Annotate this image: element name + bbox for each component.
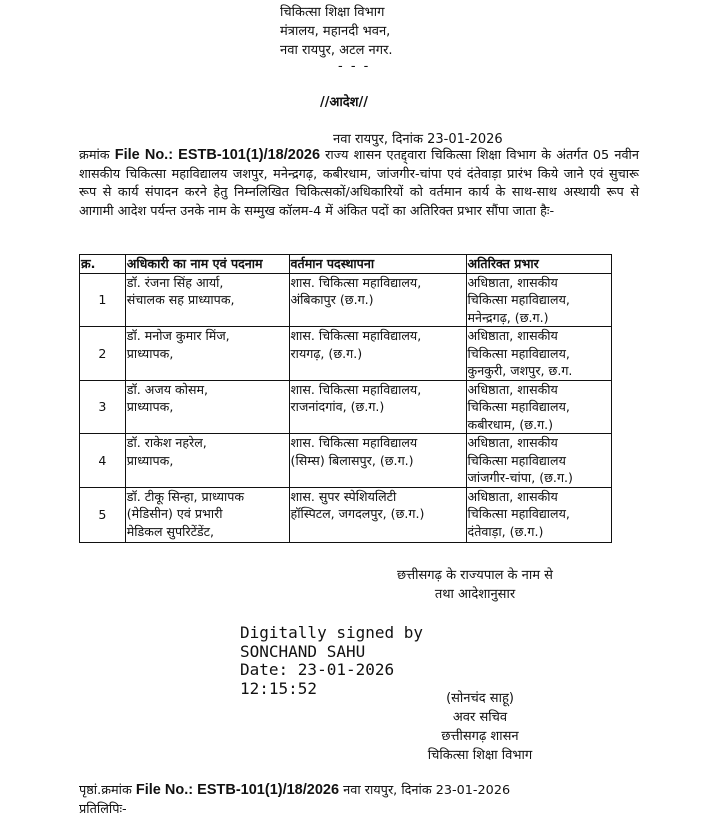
posting-cell-line: राजनांदगांव, (छ.ग.) <box>290 399 385 414</box>
file-number: ESTB-101(1)/18/2026 <box>178 147 321 163</box>
charge-cell-line: कबीरधाम, (छ.ग.) <box>467 416 554 432</box>
col-officer: अधिकारी का नाम एवं पदनाम <box>125 255 289 274</box>
charge-cell-line: अधिष्ठाता, शासकीय <box>467 381 558 397</box>
posting-cell <box>289 380 466 434</box>
officer-name-cell-line: प्राध्यापक, <box>126 452 174 468</box>
governor-line-2: तथा आदेशानुसार <box>434 587 516 602</box>
signature-line-1: Digitally signed by <box>240 623 424 642</box>
charge-cell-line: कुनकुरी, जशपुर, छ.ग. <box>467 363 573 378</box>
charge-cell-line: चिकित्सा महाविद्यालय, <box>467 506 570 521</box>
officer-department: चिकित्सा शिक्षा विभाग <box>427 748 533 763</box>
posting-cell <box>289 327 466 381</box>
row-serial: 2 <box>80 327 126 381</box>
governor-authority <box>380 566 570 604</box>
posting-cell-line: अंबिकापुर (छ.ग.) <box>290 292 374 307</box>
officer-name-cell <box>125 487 289 542</box>
posting-cell-line: शास. चिकित्सा महाविद्यालय, <box>290 274 422 290</box>
officer-name-cell <box>125 327 289 381</box>
table-row <box>80 380 612 434</box>
footer-place-date: नवा रायपुर, दिनांक 23-01-2026 <box>343 783 511 798</box>
officer-name-cell-line: डॉ. राकेश नहरेल, <box>126 435 207 450</box>
officer-name: (सोनचंद साहू) <box>446 691 514 706</box>
charge-cell-line: चिकित्सा महाविद्यालय, <box>467 292 570 307</box>
charge-cell <box>466 327 611 381</box>
charge-cell <box>466 273 611 327</box>
intro-paragraph <box>79 146 639 221</box>
header-department: चिकित्सा शिक्षा विभाग <box>280 5 385 20</box>
file-label: File No.: <box>114 147 174 163</box>
charge-table <box>79 254 612 543</box>
header-separator: - - - <box>338 59 371 74</box>
place-date: नवा रायपुर, दिनांक 23-01-2026 <box>333 132 503 147</box>
officer-designation: अवर सचिव <box>452 710 508 725</box>
officer-name-cell <box>125 434 289 488</box>
col-posting: वर्तमान पदस्थापना <box>289 255 466 274</box>
officer-name-cell-line: (मेडिसीन) एवं प्रभारी <box>126 506 223 521</box>
posting-cell <box>289 487 466 542</box>
order-title: //आदेश// <box>320 95 369 110</box>
officer-name-cell <box>125 380 289 434</box>
signature-name: SONCHAND SAHU <box>240 641 366 661</box>
col-charge: अतिरिक्त प्रभार <box>466 255 611 274</box>
officer-name-cell <box>125 273 289 327</box>
table-row <box>80 273 612 327</box>
department-header <box>280 3 393 60</box>
signature-time: 12:15:52 <box>240 678 318 698</box>
signature-date: Date: 23-01-2026 <box>240 660 395 679</box>
charge-cell-line: चिकित्सा महाविद्यालय, <box>467 399 570 414</box>
footer <box>79 781 510 819</box>
posting-cell-line: शास. चिकित्सा महाविद्यालय, <box>290 381 422 397</box>
officer-name-cell-line: डॉ. टीकू सिन्हा, प्राध्यापक <box>126 488 245 504</box>
charge-cell <box>466 434 611 488</box>
col-serial: क्र. <box>80 255 126 274</box>
header-city: नवा रायपुर, अटल नगर. <box>280 43 393 58</box>
charge-cell-line: दंतेवाड़ा, (छ.ग.) <box>467 523 544 539</box>
charge-cell-line: चिकित्सा महाविद्यालय, <box>467 345 570 361</box>
row-serial: 5 <box>80 487 126 542</box>
table-row <box>80 434 612 488</box>
officer-name-cell-line: डॉ. मनोज कुमार मिंज, <box>126 328 230 343</box>
footer-file-number: ESTB-101(1)/18/2026 <box>197 782 340 798</box>
header-ministry: मंत्रालय, महानदी भवन, <box>280 24 391 39</box>
table-row <box>80 327 612 381</box>
charge-cell-line: जांजगीर-चांपा, (छ.ग.) <box>467 470 573 485</box>
intro-body: राज्य शासन एतद्द्वारा चिकित्सा शिक्षा विभाग के अंतर्गत 05 नवीन शासकीय चिकित्सा महाविद्यालय जशपुर, मनेन्द्रगढ़, कबीरधाम, जांजगीर-चांपा एवं दंतेवाड़ा प्रारंभ किये जाने एवं सुचारू रूप से कार्य संपादन करने हेतु निम्नलिखित चिकित्सकों/अधिकारियों को वर्तमान कार्य के साथ-साथ अस्थायी रूप से आगामी आदेश पर्यन्त उनके नाम के सम्मुख कॉलम-4 में अंकित पदों का अतिरिक्त प्रभार सौंपा जाता हैः- <box>79 148 639 219</box>
charge-cell <box>466 380 611 434</box>
charge-cell-line: अधिष्ठाता, शासकीय <box>467 274 558 290</box>
officer-block <box>385 689 575 765</box>
posting-cell-line: शास. सुपर स्पेशियलिटी <box>290 488 397 504</box>
charge-cell-line: चिकित्सा महाविद्यालय <box>467 452 566 468</box>
charge-cell-line: मनेन्द्रगढ़, (छ.ग.) <box>467 309 549 325</box>
officer-name-cell-line: डॉ. रंजना सिंह आर्या, <box>126 274 224 290</box>
posting-cell-line: रायगढ़, (छ.ग.) <box>290 345 363 361</box>
footer-prefix: पृष्ठां.क्रमांक <box>79 783 132 798</box>
officer-name-cell-line: प्राध्यापक, <box>126 399 174 414</box>
row-serial: 3 <box>80 380 126 434</box>
charge-cell-line: अधिष्ठाता, शासकीय <box>467 435 558 450</box>
posting-cell-line: शास. चिकित्सा महाविद्यालय <box>290 435 418 450</box>
officer-name-cell-line: संचालक सह प्राध्यापक, <box>126 292 235 307</box>
table-row <box>80 487 612 542</box>
posting-cell-line: शास. चिकित्सा महाविद्यालय, <box>290 328 422 343</box>
row-serial: 4 <box>80 434 126 488</box>
file-prefix: क्रमांक <box>79 148 110 163</box>
officer-name-cell-line: मेडिकल सुपरिटेंडेंट, <box>126 523 215 539</box>
footer-file-label: File No.: <box>135 782 194 798</box>
table-body <box>80 273 612 542</box>
governor-line-1: छत्तीसगढ़ के राज्यपाल के नाम से <box>397 568 553 583</box>
charge-cell-line: अधिष्ठाता, शासकीय <box>467 328 558 343</box>
charge-cell-line: अधिष्ठाता, शासकीय <box>467 488 558 504</box>
table-header-row <box>80 255 612 274</box>
posting-cell <box>289 434 466 488</box>
posting-cell-line: हॉस्पिटल, जगदलपुर, (छ.ग.) <box>290 506 425 521</box>
posting-cell-line: (सिम्स) बिलासपुर, (छ.ग.) <box>290 452 414 468</box>
charge-cell <box>466 487 611 542</box>
officer-government: छत्तीसगढ़ शासन <box>441 729 519 744</box>
footer-reference <box>79 781 510 800</box>
officer-name-cell-line: प्राध्यापक, <box>126 345 174 361</box>
row-serial: 1 <box>80 273 126 327</box>
copy-to-label: प्रतिलिपिः- <box>79 802 127 817</box>
digital-signature <box>240 624 423 698</box>
posting-cell <box>289 273 466 327</box>
officer-name-cell-line: डॉ. अजय कोसम, <box>126 381 209 397</box>
